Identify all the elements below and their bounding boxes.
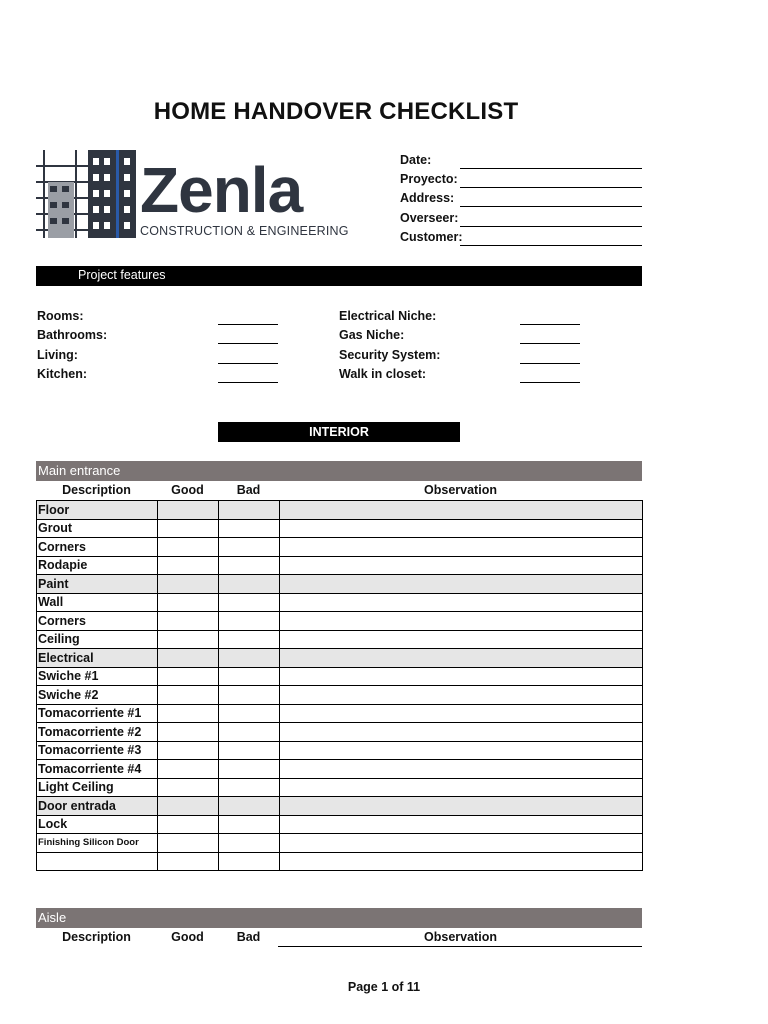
table-row: [37, 778, 643, 797]
observation-cell[interactable]: [280, 778, 643, 797]
col-bad: Bad: [236, 483, 261, 497]
bad-cell[interactable]: [219, 519, 280, 538]
bad-cell[interactable]: [219, 852, 280, 871]
col-good: Good: [171, 930, 204, 944]
description-cell: Tomacorriente #4: [37, 760, 158, 779]
description-cell: Floor: [37, 501, 158, 520]
table-row: [37, 686, 643, 705]
table-row: [37, 723, 643, 742]
table-row: [37, 556, 643, 575]
bad-cell[interactable]: [219, 612, 280, 631]
col-description: Description: [62, 483, 131, 497]
bad-cell[interactable]: [219, 834, 280, 853]
bad-cell[interactable]: [219, 723, 280, 742]
logo-subtitle: CONSTRUCTION & ENGINEERING: [140, 224, 349, 238]
category-row: [37, 575, 643, 594]
observation-cell[interactable]: [280, 797, 643, 816]
bad-cell[interactable]: [219, 667, 280, 686]
observation-cell[interactable]: [280, 741, 643, 760]
bathrooms-field[interactable]: Bathrooms:: [37, 325, 278, 344]
table-row: [37, 519, 643, 538]
description-cell: Rodapie: [37, 556, 158, 575]
table-row: [37, 834, 643, 853]
table-row: [37, 538, 643, 557]
description-cell: Electrical: [37, 649, 158, 668]
description-cell: Swiche #1: [37, 667, 158, 686]
observation-cell[interactable]: [280, 760, 643, 779]
category-row: [37, 501, 643, 520]
col-observation: Observation: [424, 930, 497, 944]
description-cell: Light Ceiling: [37, 778, 158, 797]
observation-cell[interactable]: [280, 501, 643, 520]
bad-cell[interactable]: [219, 575, 280, 594]
description-cell: Corners: [37, 612, 158, 631]
aisle-heading: Aisle: [36, 908, 642, 928]
good-cell[interactable]: [158, 778, 219, 797]
table-row: [37, 741, 643, 760]
bad-cell[interactable]: [219, 778, 280, 797]
description-cell: Swiche #2: [37, 686, 158, 705]
description-cell: Paint: [37, 575, 158, 594]
bad-cell[interactable]: [219, 556, 280, 575]
main-entrance-column-headers: [36, 481, 642, 500]
description-cell: Tomacorriente #1: [37, 704, 158, 723]
gas-niche-field[interactable]: Gas Niche:: [339, 325, 580, 344]
observation-cell[interactable]: [280, 538, 643, 557]
page-title: HOME HANDOVER CHECKLIST: [153, 98, 519, 125]
observation-cell[interactable]: [280, 852, 643, 871]
category-row: [37, 649, 643, 668]
good-cell[interactable]: [158, 834, 219, 853]
observation-cell[interactable]: [280, 723, 643, 742]
description-cell: Grout: [37, 519, 158, 538]
bad-cell[interactable]: [219, 815, 280, 834]
good-cell[interactable]: [158, 538, 219, 557]
good-cell[interactable]: [158, 501, 219, 520]
description-cell: [37, 852, 158, 871]
good-cell[interactable]: [158, 704, 219, 723]
description-cell: Ceiling: [37, 630, 158, 649]
good-cell[interactable]: [158, 575, 219, 594]
bad-cell[interactable]: [219, 593, 280, 612]
description-cell: Lock: [37, 815, 158, 834]
table-row: [37, 815, 643, 834]
col-bad: Bad: [236, 930, 261, 944]
interior-heading: INTERIOR: [218, 422, 460, 442]
table-row: [37, 612, 643, 631]
good-cell[interactable]: [158, 760, 219, 779]
good-cell[interactable]: [158, 852, 219, 871]
main-entrance-heading: Main entrance: [36, 461, 642, 481]
bad-cell[interactable]: [219, 760, 280, 779]
bad-cell[interactable]: [219, 630, 280, 649]
observation-cell[interactable]: [280, 815, 643, 834]
aisle-header-underline: [278, 946, 642, 947]
observation-cell[interactable]: [280, 834, 643, 853]
logo-wordmark: Zenla: [140, 154, 303, 226]
observation-cell[interactable]: [280, 649, 643, 668]
date-field[interactable]: Date:: [400, 150, 642, 169]
good-cell[interactable]: [158, 630, 219, 649]
table-row: [37, 667, 643, 686]
bad-cell[interactable]: [219, 797, 280, 816]
bad-cell[interactable]: [219, 501, 280, 520]
aisle-column-headers: [36, 928, 642, 947]
good-cell[interactable]: [158, 593, 219, 612]
electrical-niche-field[interactable]: Electrical Niche:: [339, 306, 580, 325]
table-row: [37, 852, 643, 871]
good-cell[interactable]: [158, 723, 219, 742]
kitchen-field[interactable]: Kitchen:: [37, 364, 278, 383]
description-cell: Finishing Silicon Door: [37, 834, 158, 853]
good-cell[interactable]: [158, 815, 219, 834]
description-cell: Tomacorriente #3: [37, 741, 158, 760]
walk-in-closet-field[interactable]: Walk in closet:: [339, 364, 580, 383]
description-cell: Door entrada: [37, 797, 158, 816]
table-row: [37, 593, 643, 612]
bad-cell[interactable]: [219, 538, 280, 557]
observation-cell[interactable]: [280, 575, 643, 594]
table-row: [37, 704, 643, 723]
observation-cell[interactable]: [280, 667, 643, 686]
bad-cell[interactable]: [219, 741, 280, 760]
bad-cell[interactable]: [219, 704, 280, 723]
observation-cell[interactable]: [280, 630, 643, 649]
col-observation: Observation: [424, 483, 497, 497]
observation-cell[interactable]: [280, 556, 643, 575]
security-system-field[interactable]: Security System:: [339, 345, 580, 364]
customer-field[interactable]: Customer:: [400, 227, 642, 246]
good-cell[interactable]: [158, 649, 219, 668]
observation-cell[interactable]: [280, 519, 643, 538]
observation-cell[interactable]: [280, 686, 643, 705]
good-cell[interactable]: [158, 741, 219, 760]
good-cell[interactable]: [158, 556, 219, 575]
main-entrance-table: [36, 500, 643, 871]
good-cell[interactable]: [158, 667, 219, 686]
page-number: Page 1 of 11: [347, 980, 421, 994]
description-cell: Tomacorriente #2: [37, 723, 158, 742]
category-row: [37, 797, 643, 816]
observation-cell[interactable]: [280, 704, 643, 723]
table-row: [37, 760, 643, 779]
rooms-field[interactable]: Rooms:: [37, 306, 278, 325]
observation-cell[interactable]: [280, 612, 643, 631]
address-field[interactable]: Address:: [400, 188, 642, 207]
good-cell[interactable]: [158, 686, 219, 705]
project-features-heading: Project features: [36, 266, 642, 286]
bad-cell[interactable]: [219, 686, 280, 705]
good-cell[interactable]: [158, 797, 219, 816]
good-cell[interactable]: [158, 519, 219, 538]
col-description: Description: [62, 930, 131, 944]
good-cell[interactable]: [158, 612, 219, 631]
description-cell: Corners: [37, 538, 158, 557]
living-field[interactable]: Living:: [37, 345, 278, 364]
description-cell: Wall: [37, 593, 158, 612]
overseer-field[interactable]: Overseer:: [400, 208, 642, 227]
col-good: Good: [171, 483, 204, 497]
observation-cell[interactable]: [280, 593, 643, 612]
bad-cell[interactable]: [219, 649, 280, 668]
table-row: [37, 630, 643, 649]
proyecto-field[interactable]: Proyecto:: [400, 169, 642, 188]
